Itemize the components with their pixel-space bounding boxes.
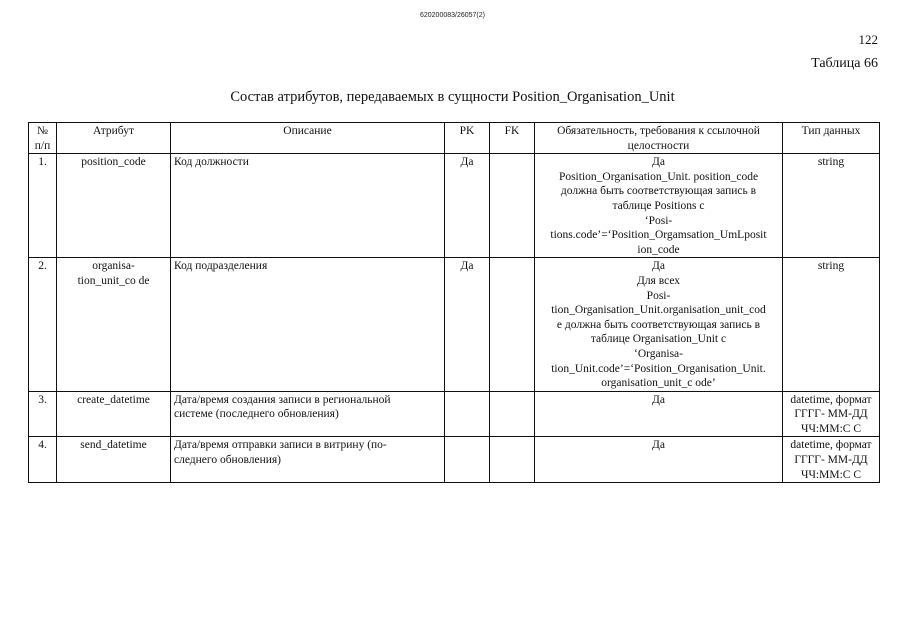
table-row	[29, 154, 880, 258]
table-row	[29, 437, 880, 483]
cell-data-type	[783, 391, 880, 437]
cell-attribute	[57, 154, 171, 258]
col-header-obligation-line2: целостности	[627, 139, 690, 152]
cell-fk	[490, 437, 535, 483]
cell-pk: Да	[445, 258, 490, 391]
cell-data-type	[783, 258, 880, 391]
cell-obligation-line: Position_Organisation_Unit. position_code	[558, 170, 759, 183]
col-header-obligation-line1: Обязательность, требования к ссылочной	[557, 125, 760, 137]
cell-data-type-line: datetime, формат	[790, 393, 872, 406]
cell-data-type-line: ЧЧ:ММ:С С	[800, 468, 861, 481]
cell-number: 4.	[29, 437, 57, 483]
cell-obligation-line: Да	[652, 260, 665, 273]
table-label: Таблица 66	[811, 56, 878, 71]
table-header-row	[29, 123, 880, 154]
cell-description	[171, 258, 445, 391]
cell-data-type-line: string	[817, 156, 845, 169]
cell-fk	[490, 154, 535, 258]
col-header-number-line1: №	[37, 125, 48, 137]
cell-description-line: следнего обновления)	[174, 454, 282, 467]
table-row	[29, 258, 880, 391]
cell-attribute	[57, 437, 171, 483]
cell-data-type	[783, 154, 880, 258]
cell-data-type-line: ЧЧ:ММ:С С	[800, 422, 861, 435]
cell-data-type	[783, 437, 880, 483]
cell-description-line: Дата/время отправки записи в витрину (по-	[174, 439, 387, 452]
cell-data-type-line: ГГГГ- ММ-ДД	[794, 454, 868, 467]
cell-attribute-line: tion_unit_co de	[77, 274, 150, 287]
col-header-type: Тип данных	[783, 123, 880, 154]
attributes-table	[28, 122, 880, 483]
cell-data-type-line: datetime, формат	[790, 439, 872, 452]
cell-fk	[490, 391, 535, 437]
col-header-number-line2: п/п	[34, 139, 51, 152]
cell-obligation-line: таблице Organisation_Unit с	[590, 333, 727, 346]
cell-obligation-line: Да	[652, 156, 665, 169]
cell-description-line: Дата/время создания записи в региональной	[174, 393, 391, 406]
document-id: 620200083/26057(2)	[419, 12, 485, 19]
cell-pk: Да	[445, 154, 490, 258]
cell-description-line: системе (последнего обновления)	[174, 408, 339, 421]
cell-description	[171, 391, 445, 437]
cell-number: 3.	[29, 391, 57, 437]
cell-data-type-line: ГГГГ- ММ-ДД	[794, 408, 868, 421]
cell-obligation-line: Posi-	[646, 289, 671, 302]
cell-obligation-line: таблице Positions с	[612, 199, 705, 212]
cell-obligation-line: tion_Organisation_Unit.organisation_unit_cod	[551, 304, 766, 317]
cell-obligation-line: ‘Posi-	[644, 214, 673, 227]
table-row	[29, 391, 880, 437]
cell-obligation-line: tions.code’=‘Position_Orgamsation_UmLposit	[550, 229, 767, 242]
cell-data-type-line: string	[817, 260, 845, 273]
cell-obligation	[535, 154, 783, 258]
cell-obligation-line: Да	[652, 393, 665, 406]
cell-obligation-line: должна быть соответствующая запись в	[560, 185, 757, 198]
cell-attribute	[57, 258, 171, 391]
col-header-attribute: Атрибут	[57, 123, 171, 154]
col-header-description: Описание	[171, 123, 445, 154]
cell-description-line: Код должности	[174, 156, 249, 169]
cell-description	[171, 437, 445, 483]
cell-obligation	[535, 437, 783, 483]
cell-number: 1.	[29, 154, 57, 258]
col-header-number	[29, 123, 57, 154]
cell-obligation-line: ‘Organisa-	[634, 347, 683, 360]
cell-attribute-line: position_code	[81, 156, 146, 169]
col-header-fk: FK	[490, 123, 535, 154]
cell-description	[171, 154, 445, 258]
col-header-obligation	[535, 123, 783, 154]
cell-description-line: Код подразделения	[174, 260, 268, 273]
cell-attribute-line: organisa-	[92, 260, 135, 273]
cell-attribute-line: send_datetime	[80, 439, 147, 452]
cell-fk	[490, 258, 535, 391]
cell-attribute	[57, 391, 171, 437]
table-title: Состав атрибутов, передаваемых в сущности Position_Organisation_Unit	[230, 89, 675, 105]
cell-obligation	[535, 258, 783, 391]
cell-obligation-line: Да	[652, 439, 665, 452]
cell-number: 2.	[29, 258, 57, 391]
cell-pk	[445, 437, 490, 483]
col-header-pk: PK	[445, 123, 490, 154]
cell-obligation	[535, 391, 783, 437]
cell-attribute-line: create_datetime	[77, 393, 150, 406]
cell-obligation-line: ion_code	[637, 243, 680, 256]
page-number: 122	[858, 32, 878, 47]
cell-obligation-line: tion_Unit.code’=‘Position_Organisation_Unit.	[551, 362, 766, 375]
cell-obligation-line: Для всех	[636, 274, 681, 287]
cell-pk	[445, 391, 490, 437]
cell-obligation-line: e должна быть соответствующая запись в	[556, 318, 761, 331]
cell-obligation-line: organisation_unit_c ode’	[601, 377, 716, 390]
